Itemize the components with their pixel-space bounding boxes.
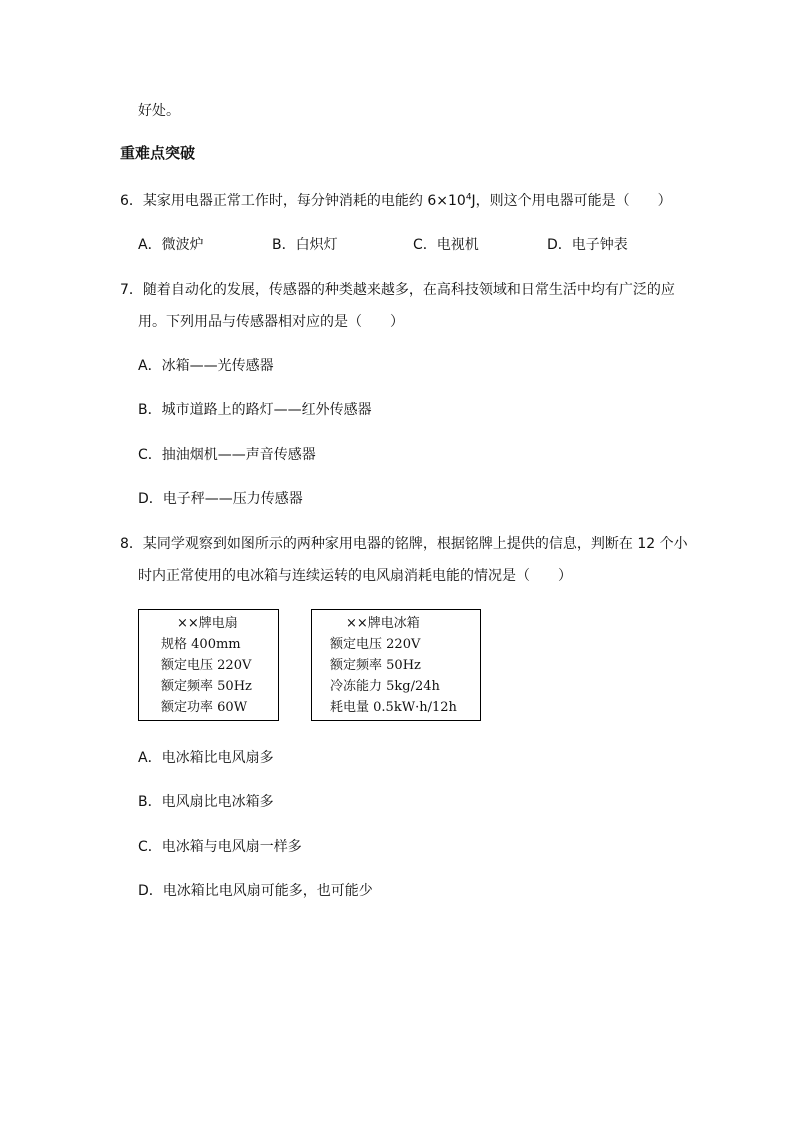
question-6-text [120,191,672,211]
row-label: 额定频率 [330,658,383,673]
q6-option-a: A．微波炉 [138,237,204,253]
section-heading: 重难点突破 [120,144,196,162]
intro-tail: 好处。 [138,103,180,119]
q6-text-before: 6．某家用电器正常工作时，每分钟消耗的电能约 6×10 [120,193,466,209]
row-value: 0.5kW·h/12h [373,700,457,715]
q7-option-d: D．电子秤——压力传感器 [138,491,303,507]
row-value: 50Hz [217,679,252,694]
q8-option-d: D．电冰箱比电风扇可能多，也可能少 [138,883,373,899]
fan-plate-row [139,676,278,697]
row-value: 60W [217,700,248,715]
fan-plate-row [139,697,278,718]
row-value: 220V [217,658,252,673]
row-value: 50Hz [386,658,421,673]
q8-option-a: A．电冰箱比电风扇多 [138,750,274,766]
fridge-plate-row [312,676,480,697]
q6-option-c: C．电视机 [413,237,479,253]
question-7-line1: 7．随着自动化的发展，传感器的种类越来越多，在高科技领域和日常生活中均有广泛的应 [120,282,675,298]
row-label: 规格 [161,637,188,652]
question-8-line1: 8．某同学观察到如图所示的两种家用电器的铭牌，根据铭牌上提供的信息，判断在 12 个小 [120,536,688,552]
q8-option-c: C．电冰箱与电风扇一样多 [138,839,302,855]
fridge-plate-title: ××牌电冰箱 [346,616,420,631]
row-label: 冷冻能力 [330,679,383,694]
row-label: 额定频率 [161,679,214,694]
q7-option-a: A．冰箱——光传感器 [138,358,274,374]
q7-option-b: B．城市道路上的路灯——红外传感器 [138,402,372,418]
row-label: 额定电压 [161,658,214,673]
question-7-line2: 用。下列用品与传感器相对应的是（ ） [138,314,404,330]
fan-plate-title: ××牌电扇 [177,616,238,631]
fan-nameplate [138,609,279,721]
fridge-plate-row [312,634,480,655]
fridge-nameplate [311,609,481,721]
row-label: 额定电压 [330,637,383,652]
q8-option-b: B．电风扇比电冰箱多 [138,794,274,810]
fridge-plate-row [312,655,480,676]
row-value: 5kg/24h [386,679,440,694]
row-label: 耗电量 [330,700,370,715]
q6-option-d: D．电子钟表 [547,237,628,253]
q6-exponent: 4 [465,192,472,203]
question-8-line2: 时内正常使用的电冰箱与连续运转的电风扇消耗电能的情况是（ ） [138,568,572,584]
q6-option-b: B．白炽灯 [272,237,338,253]
q7-option-c: C．抽油烟机——声音传感器 [138,447,316,463]
q6-text-after: J，则这个用电器可能是（ ） [471,193,672,209]
fan-plate-row [139,655,278,676]
fan-plate-row [139,634,278,655]
row-value: 220V [386,637,421,652]
row-label: 额定功率 [161,700,214,715]
fridge-plate-row [312,697,480,718]
row-value: 400mm [191,637,241,652]
